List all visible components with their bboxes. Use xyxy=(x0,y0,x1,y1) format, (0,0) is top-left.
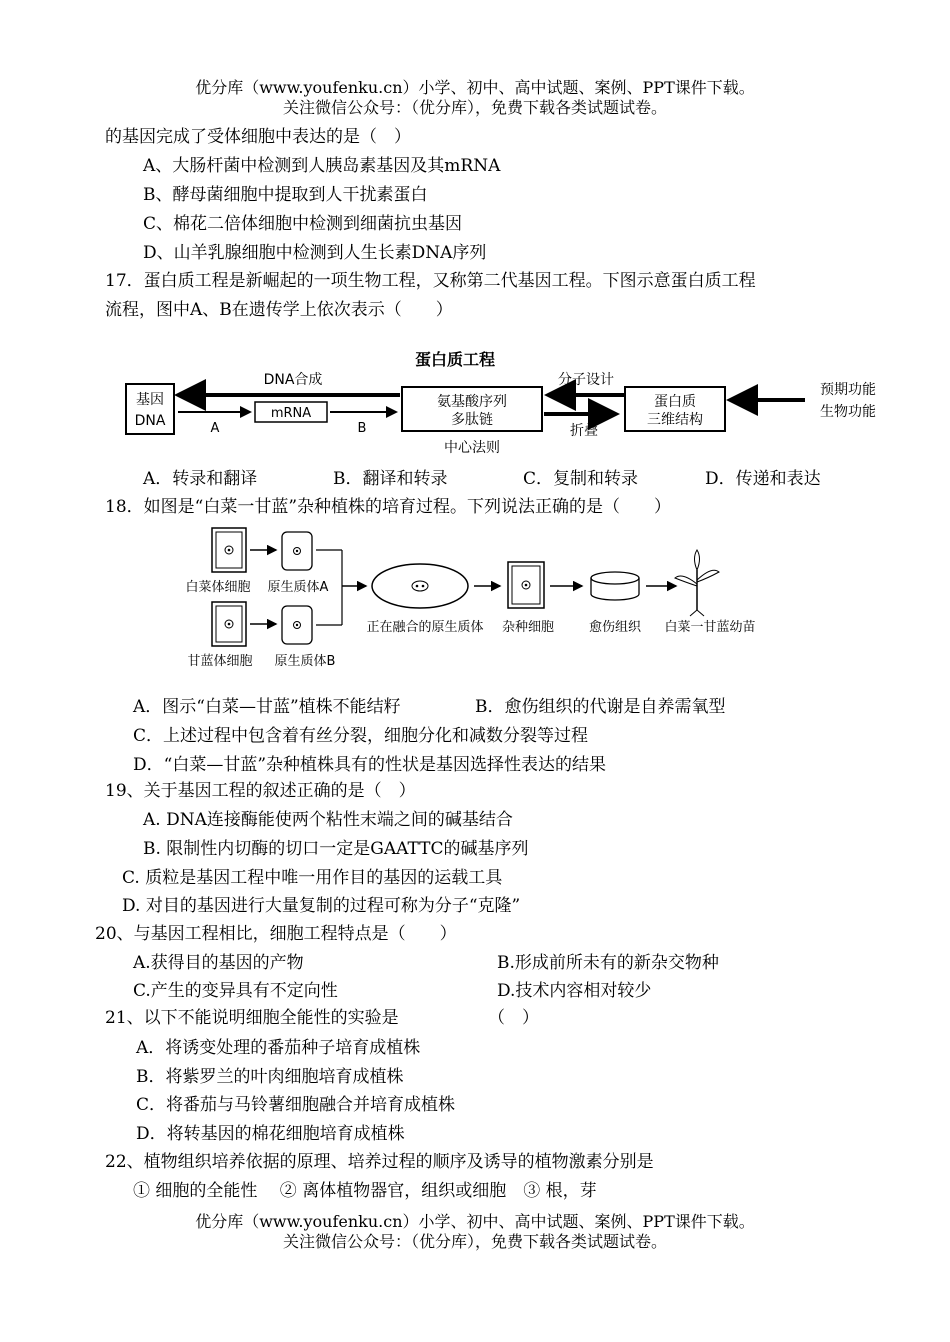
q18-option-a: A．图示“白菜—甘蓝”植株不能结籽 xyxy=(133,697,401,717)
q22-stem: 22、植物组织培养依据的原理、培养过程的顺序及诱导的植物激素分别是 xyxy=(105,1152,654,1172)
label-a: A xyxy=(210,421,220,436)
q20-option-d: D.技术内容相对较少 xyxy=(497,981,652,1001)
q16-option-b: B、酵母菌细胞中提取到人干扰素蛋白 xyxy=(143,185,428,205)
protoplast-a-label: 原生质体A xyxy=(267,580,329,595)
q19-option-d: D. 对目的基因进行大量复制的过程可称为分子“克隆” xyxy=(122,896,521,916)
header-line-1: 优分库（www.youfenku.cn）小学、初中、高中试题、案例、PPT课件下载。 xyxy=(195,78,755,97)
3d-structure-label: 三维结构 xyxy=(647,412,703,428)
protoplast-b-label: 原生质体B xyxy=(274,654,336,669)
q21-stem: 21、以下不能说明细胞全能性的实验是 xyxy=(105,1008,399,1028)
mrna-label: mRNA xyxy=(270,406,312,421)
dna-label: DNA xyxy=(134,413,166,429)
folding-label: 折叠 xyxy=(570,423,598,439)
polypeptide-label: 多肽链 xyxy=(451,412,493,428)
q19-option-b: B. 限制性内切酶的切口一定是GAATTC的碱基序列 xyxy=(143,839,529,859)
q20-option-a: A.获得目的基因的产物 xyxy=(133,953,304,973)
q20-option-b: B.形成前所未有的新杂交物种 xyxy=(497,953,719,973)
q21-option-a: A．将诱变处理的番茄种子培育成植株 xyxy=(136,1038,421,1058)
gene-label: 基因 xyxy=(136,392,164,408)
q18-option-d: D．“白菜—甘蓝”杂种植株具有的性状是基因选择性表达的结果 xyxy=(133,755,607,775)
seedling xyxy=(675,550,719,616)
q17-option-c: C．复制和转录 xyxy=(523,469,639,489)
fusing-label: 正在融合的原生质体 xyxy=(366,620,484,635)
molecular-design-label: 分子设计 xyxy=(558,372,614,388)
q17-option-a: A．转录和翻译 xyxy=(143,469,258,489)
biological-function-label: 生物功能 xyxy=(820,404,876,420)
hybrid-cell-label: 杂种细胞 xyxy=(501,620,555,635)
amino-acid-label: 氨基酸序列 xyxy=(437,394,507,410)
cabbage-cell-label: 白菜体细胞 xyxy=(185,580,251,595)
q22-items: ① 细胞的全能性 ② 离体植物器官，组织或细胞 ③ 根，芽 xyxy=(133,1181,597,1201)
q20-stem: 20、与基因工程相比，细胞工程特点是（ ） xyxy=(95,924,457,944)
q19-option-c: C. 质粒是基因工程中唯一用作目的基因的运载工具 xyxy=(122,868,503,888)
q18-option-c: C．上述过程中包含着有丝分裂，细胞分化和减数分裂等过程 xyxy=(133,726,589,746)
header-line-2: 关注微信公众号：（优分库），免费下载各类试题试卷。 xyxy=(282,98,667,117)
hybrid-plant-diagram xyxy=(170,522,790,672)
q16-option-d: D、山羊乳腺细胞中检测到人生长素DNA序列 xyxy=(143,243,487,263)
q16-stem-tail: 的基因完成了受体细胞中表达的是（ ） xyxy=(105,127,411,147)
q17-stem-line1: 17．蛋白质工程是新崛起的一项生物工程，又称第二代基因工程。下图示意蛋白质工程 xyxy=(105,271,756,291)
q18-option-b: B．愈伤组织的代谢是自养需氧型 xyxy=(475,697,726,717)
fusing-protoplast xyxy=(372,564,468,608)
diagram-title: 蛋白质工程 xyxy=(414,350,496,369)
expected-function-label: 预期功能 xyxy=(820,382,876,398)
q17-option-d: D．传递和表达 xyxy=(705,469,821,489)
q16-option-c: C、棉花二倍体细胞中检测到细菌抗虫基因 xyxy=(143,214,463,234)
q17-option-b: B．翻译和转录 xyxy=(333,469,448,489)
q19-stem: 19、关于基因工程的叙述正确的是（ ） xyxy=(105,781,416,801)
q18-stem: 18．如图是“白菜一甘蓝”杂种植株的培育过程。下列说法正确的是（ ） xyxy=(105,497,672,517)
protein-label: 蛋白质 xyxy=(654,394,696,410)
q21-option-b: B．将紫罗兰的叶肉细胞培育成植株 xyxy=(136,1067,404,1087)
callus-label: 愈伤组织 xyxy=(588,620,642,635)
q17-stem-line2: 流程，图中A、B在遗传学上依次表示（ ） xyxy=(105,300,453,320)
label-b: B xyxy=(357,421,367,436)
central-dogma-label: 中心法则 xyxy=(444,440,500,456)
seedling-label: 白菜一甘蓝幼苗 xyxy=(664,620,756,635)
q21-option-c: C．将番茄与马铃薯细胞融合并培育成植株 xyxy=(136,1095,456,1115)
footer-line-2: 关注微信公众号：（优分库），免费下载各类试题试卷。 xyxy=(282,1232,667,1251)
q21-option-d: D．将转基因的棉花细胞培育成植株 xyxy=(136,1124,405,1144)
protein-engineering-diagram xyxy=(100,340,900,465)
footer-line-1: 优分库（www.youfenku.cn）小学、初中、高中试题、案例、PPT课件下载。 xyxy=(195,1212,755,1231)
q21-answer-paren: （ ） xyxy=(488,1008,539,1028)
q16-option-a: A、大肠杆菌中检测到人胰岛素基因及其mRNA xyxy=(143,156,501,176)
kale-cell-label: 甘蓝体细胞 xyxy=(187,654,253,669)
callus xyxy=(591,572,639,584)
q19-option-a: A. DNA连接酶能使两个粘性末端之间的碱基结合 xyxy=(143,810,513,830)
dna-synthesis-label: DNA合成 xyxy=(263,372,323,388)
q20-option-c: C.产生的变异具有不定向性 xyxy=(133,981,338,1001)
